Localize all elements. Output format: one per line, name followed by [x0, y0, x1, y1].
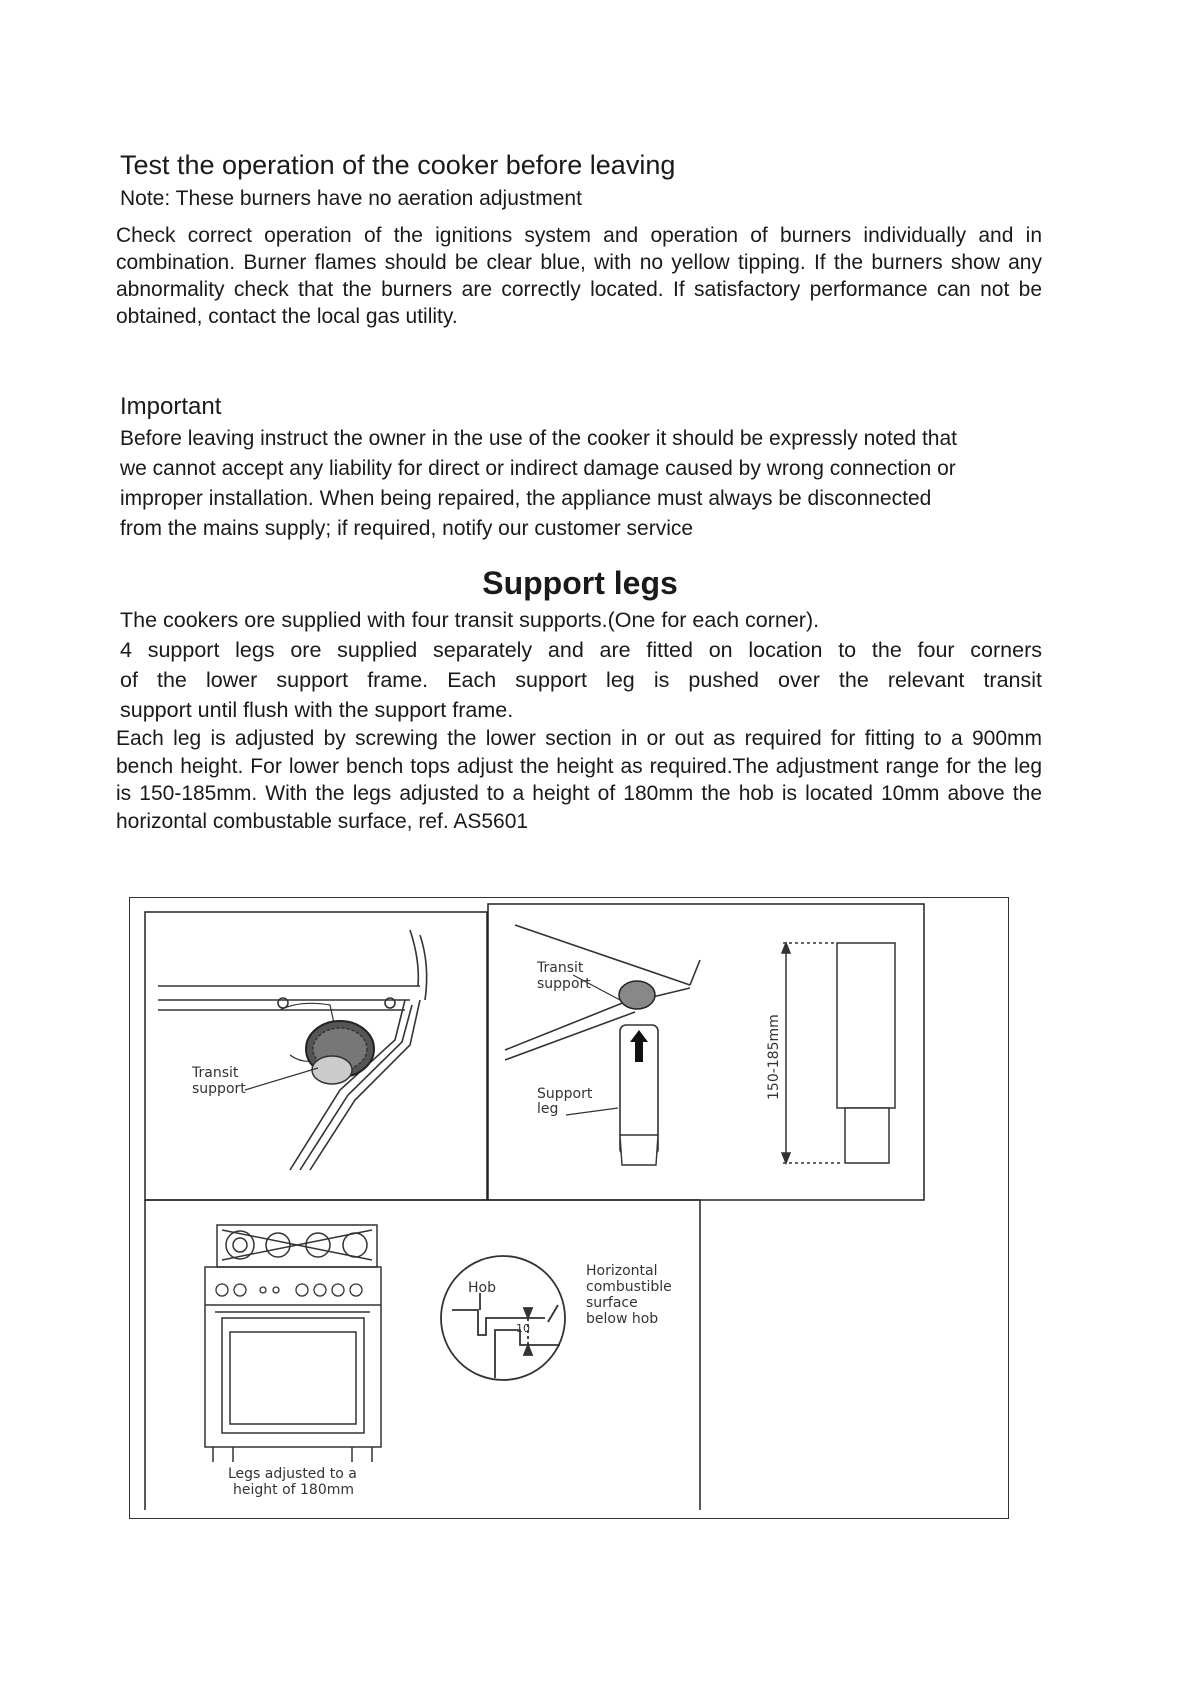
leg-height-dimension: 150-185mm: [766, 1014, 782, 1100]
transit-support-label: Transit: [537, 960, 584, 976]
surface-label: combustible: [586, 1279, 672, 1295]
transit-support-knob: [306, 1021, 374, 1084]
important-heading: Important: [120, 393, 222, 420]
transit-support-stub: [619, 981, 655, 1009]
support-legs-title: Support legs: [482, 565, 678, 601]
transit-support-label: support: [537, 976, 591, 992]
important-line: improper installation. When being repaired, the appliance must always be disconnected: [120, 487, 932, 510]
transit-support-label: Transit: [192, 1065, 239, 1081]
support-leg-body: [620, 1025, 658, 1165]
aeration-note: Note: These burners have no aeration adjustment: [120, 187, 582, 210]
surface-label: below hob: [586, 1311, 659, 1327]
cooker-control-knobs: [216, 1284, 362, 1296]
section-heading-test-operation: Test the operation of the cooker before leaving: [120, 150, 676, 180]
important-line: we cannot accept any liability for direct or indirect damage caused by wrong connection or: [120, 457, 956, 480]
support-leg-label: Support: [537, 1086, 593, 1102]
legs-adjusted-label: Legs adjusted to a: [228, 1466, 357, 1482]
support-legs-line: support until flush with the support frame.: [120, 698, 514, 722]
hob-detail-drawing: [441, 1256, 565, 1380]
leg-adjustment-paragraph: Each leg is adjusted by screwing the lower section in or out as required for fitting to a 900mm bench height. For lower bench tops adjust the height as required.The adjustment range for the leg is 150-185mm. With the legs adjusted to a height of 180mm the hob is located 10mm above the horizontal combustable surface, ref. AS5601: [116, 727, 1042, 833]
surface-label: surface: [586, 1295, 638, 1311]
gap-label: 10: [516, 1322, 530, 1335]
transit-supports-line: The cookers ore supplied with four transit supports.(One for each corner).: [120, 608, 820, 632]
transit-support-label: support: [192, 1081, 246, 1097]
leg-dimension-drawing: [782, 943, 895, 1163]
legs-adjusted-label: height of 180mm: [233, 1482, 355, 1498]
cooker-drawing: [205, 1225, 381, 1462]
important-line: Before leaving instruct the owner in the use of the cooker it should be expressly noted that: [120, 427, 957, 450]
support-leg-drawing: [505, 925, 700, 1060]
support-legs-line: 4 support legs ore supplied separately and are fitted on location to the four corners: [120, 638, 1042, 662]
transit-support-drawing: [158, 930, 427, 1170]
support-legs-line: of the lower support frame. Each support leg is pushed over the relevant transit: [120, 668, 1042, 692]
important-line: from the mains supply; if required, notify our customer service: [120, 517, 694, 540]
hob-label: Hob: [468, 1280, 496, 1296]
check-operation-paragraph: Check correct operation of the ignitions system and operation of burners individually and in combination. Burner flames should be clear blue, with no yellow tipping. If the burners show any abnormality check that the burners are correctly located. If satisfactory performance can not be obtained, contact the local gas utility.: [116, 224, 1042, 328]
support-leg-label: leg: [537, 1101, 559, 1117]
surface-label: Horizontal: [586, 1263, 658, 1279]
